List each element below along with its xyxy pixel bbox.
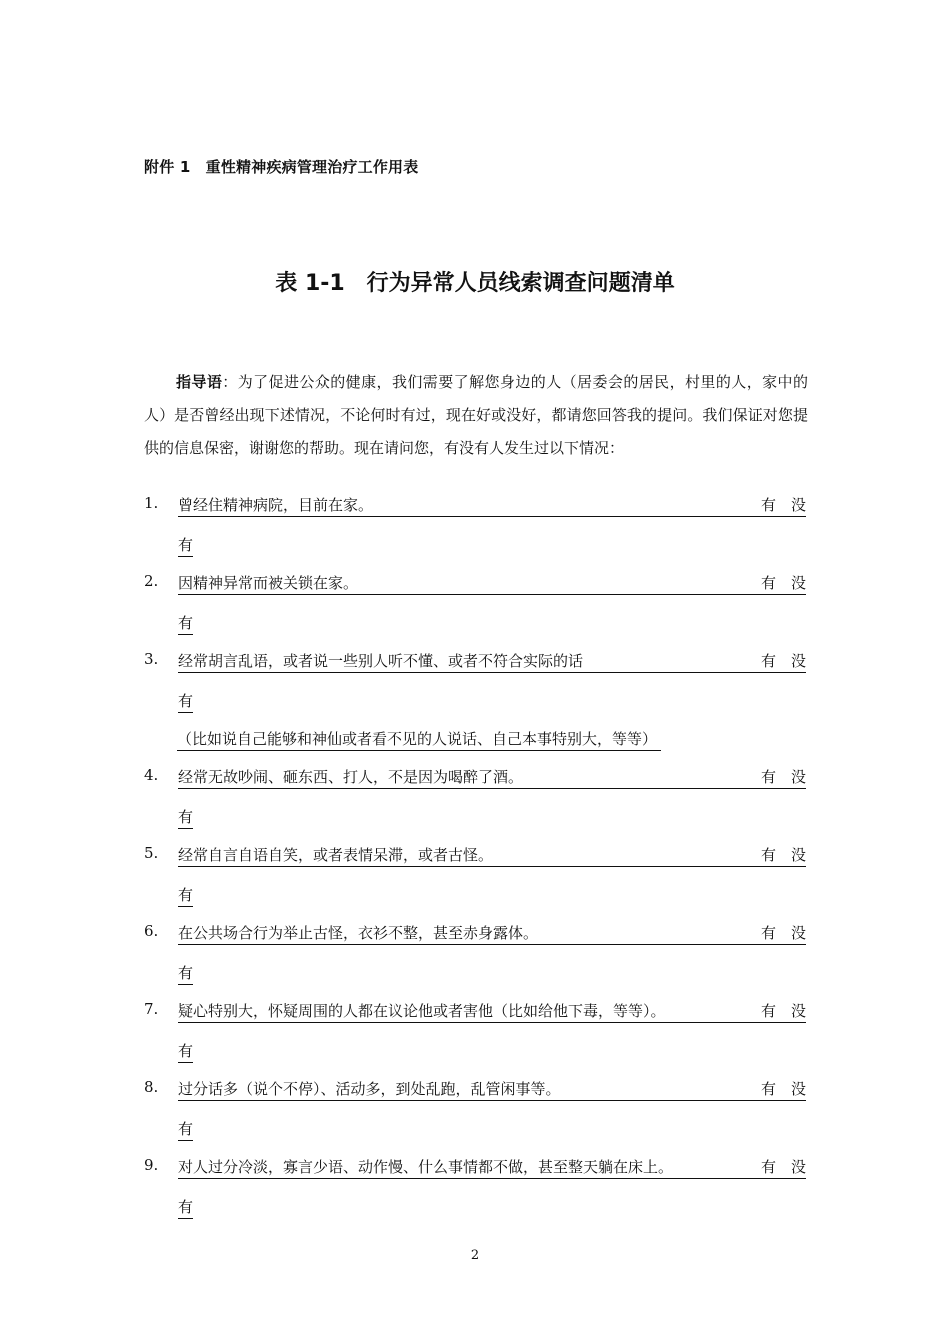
option-no-wrap: 有 [178, 690, 193, 713]
option-no-wrap: 有 [178, 1040, 193, 1063]
option-no: 没 [790, 574, 806, 592]
question-text: 曾经住精神病院，目前在家。 [178, 496, 374, 514]
question-number: 5. [144, 844, 159, 862]
question-line [178, 844, 806, 867]
question-number: 7. [144, 1000, 159, 1018]
guide-text: ：为了促进公众的健康，我们需要了解您身边的人（居委会的居民，村里的人，家中的人）是否曾经出现下述情况，不论何时有过，现在好或没好，都请您回答我的提问。我们保证对您提供的信息保密，谢谢您的帮助。现在请问您，有没有人发生过以下情况： [144, 373, 808, 457]
option-no: 没 [790, 496, 806, 514]
question-number: 2. [144, 572, 159, 590]
answer-options [761, 1156, 806, 1177]
question-line [178, 1000, 806, 1023]
page-number: 2 [470, 1248, 480, 1263]
question-line [178, 494, 806, 517]
question-line [178, 1078, 806, 1101]
option-no-wrap: 有 [178, 534, 193, 557]
question-line [178, 650, 806, 673]
option-yes: 有 [760, 574, 776, 592]
guide-label: 指导语 [176, 373, 223, 391]
question-number: 8. [144, 1078, 159, 1096]
option-no-wrap: 有 [178, 612, 193, 635]
option-yes: 有 [760, 768, 776, 786]
table-title: 表 1-1 行为异常人员线索调查问题清单 [275, 271, 675, 296]
question-line [178, 1156, 806, 1179]
option-no: 没 [790, 846, 806, 864]
answer-options [761, 650, 806, 671]
answer-options [761, 572, 806, 593]
answer-options [761, 922, 806, 943]
option-yes: 有 [760, 924, 776, 942]
option-no-wrap: 有 [178, 962, 193, 985]
option-yes: 有 [760, 1158, 776, 1176]
option-no: 没 [790, 1158, 806, 1176]
question-line [178, 572, 806, 595]
question-number: 3. [144, 650, 159, 668]
option-no: 没 [790, 924, 806, 942]
question-text: 在公共场合行为举止古怪，衣衫不整，甚至赤身露体。 [178, 924, 539, 942]
question-text: 因精神异常而被关锁在家。 [178, 574, 359, 592]
option-yes: 有 [760, 496, 776, 514]
question-number: 6. [144, 922, 159, 940]
question-text: 经常无故吵闹、砸东西、打人，不是因为喝醉了酒。 [178, 768, 524, 786]
question-3-note: （比如说自己能够和神仙或者看不见的人说话、自己本事特别大，等等） [177, 728, 661, 751]
option-no-wrap: 有 [178, 884, 193, 907]
option-yes: 有 [760, 846, 776, 864]
question-text: 疑心特别大，怀疑周围的人都在议论他或者害他（比如给他下毒，等等）。 [178, 1002, 666, 1020]
answer-options [761, 1078, 806, 1099]
answer-options [761, 766, 806, 787]
attachment-title: 附件 1 重性精神疾病管理治疗工作用表 [144, 158, 419, 176]
option-no: 没 [790, 652, 806, 670]
option-no-wrap: 有 [178, 1196, 193, 1219]
question-text: 经常胡言乱语，或者说一些别人听不懂、或者不符合实际的话 [178, 652, 584, 670]
question-line [178, 922, 806, 945]
question-number: 1. [144, 494, 159, 512]
option-yes: 有 [760, 652, 776, 670]
option-no: 没 [790, 1002, 806, 1020]
question-text: 过分话多（说个不停）、活动多，到处乱跑，乱管闲事等。 [178, 1080, 561, 1098]
answer-options [761, 494, 806, 515]
question-line [178, 766, 806, 789]
option-no: 没 [790, 1080, 806, 1098]
option-no-wrap: 有 [178, 1118, 193, 1141]
option-yes: 有 [760, 1080, 776, 1098]
question-number: 9. [144, 1156, 159, 1174]
answer-options [761, 844, 806, 865]
answer-options [761, 1000, 806, 1021]
question-text: 对人过分冷淡，寡言少语、动作慢、什么事情都不做，甚至整天躺在床上。 [178, 1158, 674, 1176]
option-no-wrap: 有 [178, 806, 193, 829]
option-yes: 有 [760, 1002, 776, 1020]
question-number: 4. [144, 766, 159, 784]
option-no: 没 [790, 768, 806, 786]
guide-paragraph [144, 366, 808, 465]
question-text: 经常自言自语自笑，或者表情呆滞，或者古怪。 [178, 846, 494, 864]
